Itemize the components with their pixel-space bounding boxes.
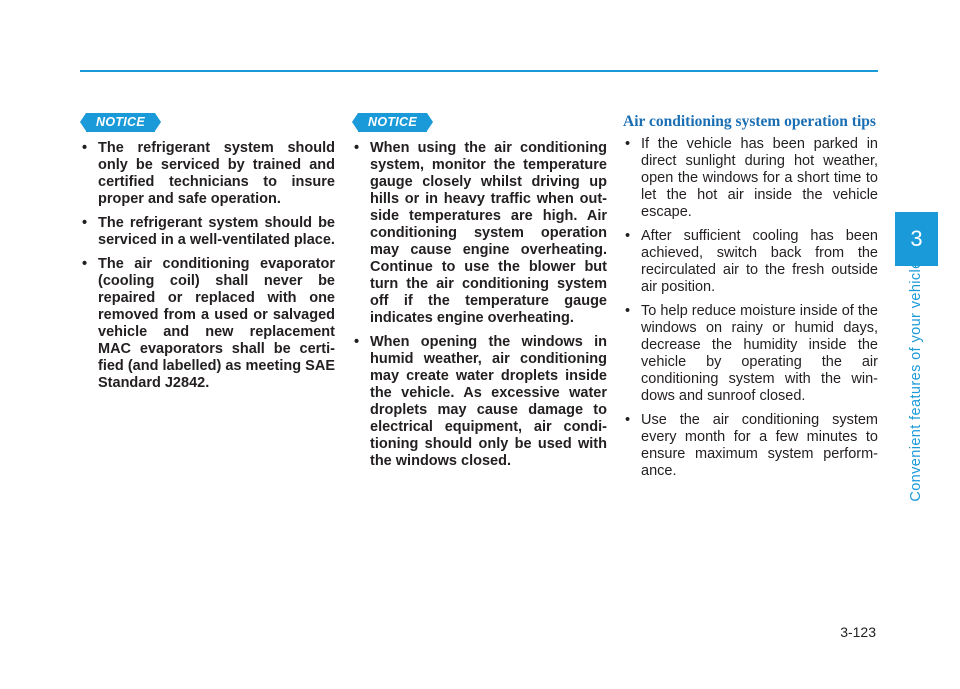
bullet-icon: • [354,140,360,156]
bullet-icon: • [82,140,88,156]
list-item-text: When opening the windows in humid weather, air conditioning may create water droplets inside the vehicle. As excessive water droplets may cause damage to electrical equipment, air condi-tioning should only be used with the windows closed. [370,334,607,469]
bullet-icon: • [82,256,88,272]
bullet-icon: • [82,215,88,231]
list-item [623,228,878,296]
tips-column [623,113,878,487]
list-item-text: The refrigerant system should be serviced in a well-ventilated place. [98,215,335,248]
bullet-icon: • [354,334,360,350]
list-item [80,215,335,249]
notice-column-1 [80,113,335,399]
list-item-text: To help reduce moisture inside of the windows on rainy or humid days, decrease the humidity inside the vehicle by operating the air conditioning system with the win-dows and sunroof closed. [641,303,878,404]
list-item [80,140,335,208]
list-item [623,136,878,221]
bullet-icon: • [625,303,631,319]
page-number: 3-123 [840,624,876,640]
list-item-text: The air conditioning evaporator (cooling coil) shall never be repaired or replaced with one removed from a used or salvaged vehicle and new replacement MAC evaporators shall be certi-fied (and labelled) as meeting SAE Standard J2842. [98,256,335,391]
notice-list-2 [352,140,607,470]
list-item [352,140,607,327]
tips-list [623,136,878,480]
chapter-label: Convenient features of your vehicle [908,260,924,502]
list-item-text: After sufficient cooling has been achieved, switch back from the recirculated air to the fresh outside air position. [641,228,878,295]
notice-badge: NOTICE [358,113,427,132]
list-item [352,334,607,470]
chapter-tab: 3 [895,212,938,266]
list-item-text: The refrigerant system should only be serviced by trained and certified technicians to insure proper and safe operation. [98,140,335,207]
list-item-text: When using the air conditioning system, monitor the temperature gauge closely whilst driving up hills or in heavy traffic when out-side temperatures are high. Air conditioning system operation may cause engine overheating. Continue to use the blower but turn the air conditioning system off if the temperature gauge indicates engine overheating. [370,140,607,326]
notice-column-2 [352,113,607,477]
top-rule [80,70,878,72]
list-item [623,303,878,405]
notice-list-1 [80,140,335,392]
list-item [623,412,878,480]
section-heading: Air conditioning system operation tips [623,113,876,130]
bullet-icon: • [625,412,631,428]
notice-badge: NOTICE [86,113,155,132]
list-item-text: Use the air conditioning system every month for a few minutes to ensure maximum system perform-ance. [641,412,878,479]
bullet-icon: • [625,136,631,152]
list-item [80,256,335,392]
list-item-text: If the vehicle has been parked in direct sunlight during hot weather, open the windows for a short time to let the hot air inside the vehicle escape. [641,136,878,220]
bullet-icon: • [625,228,631,244]
